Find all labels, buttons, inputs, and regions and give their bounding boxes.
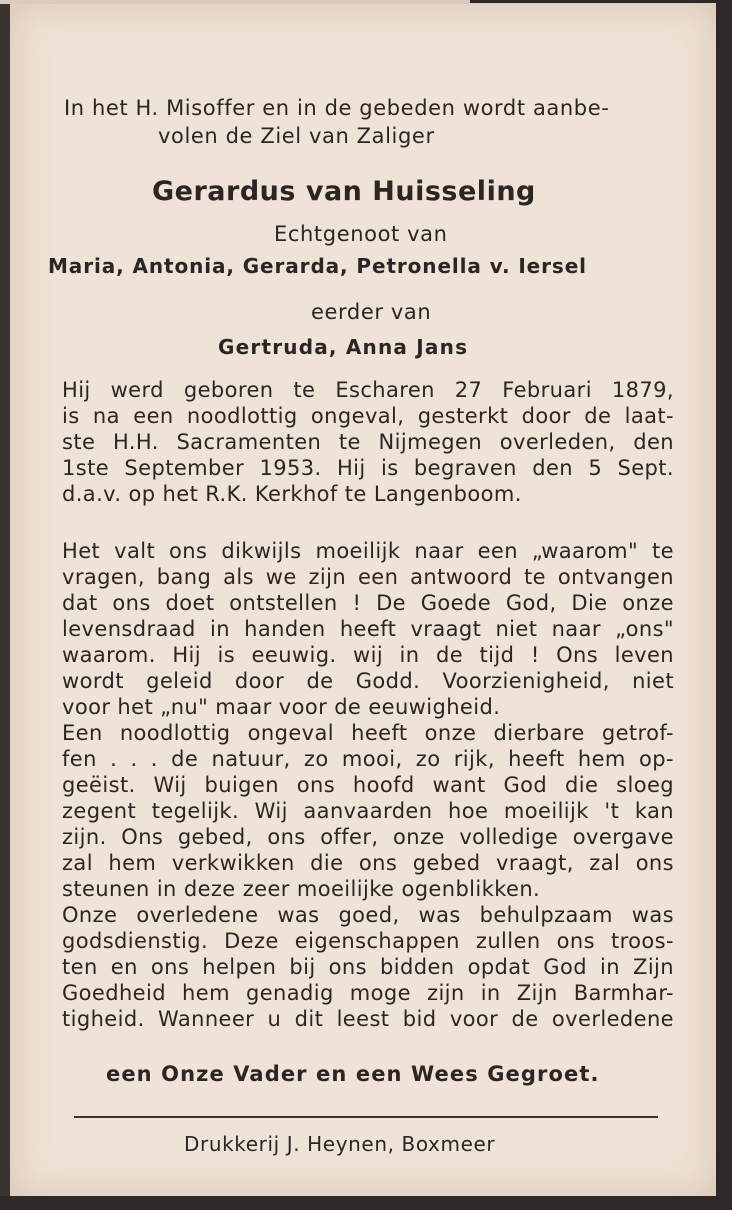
prayer-request: een Onze Vader en een Wees Gegroet. — [106, 1062, 600, 1086]
former-label: eerder van — [311, 300, 432, 324]
text-line: geëist. Wij buigen ons hoofd want God die sloeg — [62, 773, 674, 797]
bio-line: Hij werd geboren te Escharen 27 Februari 1879, — [62, 378, 674, 402]
card-top-edge — [470, 0, 720, 3]
intro-line-1: In het H. Misoffer en in de gebeden wordt aanbe- — [64, 96, 610, 120]
card-border-bottom — [0, 1196, 732, 1210]
card-border-left — [0, 0, 10, 1210]
bio-line: d.a.v. op het R.K. Kerkhof te Langenboom. — [62, 482, 522, 506]
printer-credit: Drukkerij J. Heynen, Boxmeer — [184, 1132, 496, 1156]
text-line: zal hem verkwikken die ons gebed vraagt, zal ons — [62, 851, 674, 875]
spouse-label: Echtgenoot van — [274, 222, 448, 246]
text-line: zegent tegelijk. Wij aanvaarden hoe moeilijk 't kan — [62, 799, 674, 823]
text-line: godsdienstig. Deze eigenschappen zullen ons troos- — [62, 929, 674, 953]
divider-rule — [74, 1116, 658, 1118]
text-line: steunen in deze zeer moeilijke ogenblikken. — [62, 877, 541, 901]
text-line: ten en ons helpen bij ons bidden opdat God in Zijn — [62, 955, 674, 979]
text-line: Onze overledene was goed, was behulpzaam was — [62, 903, 674, 927]
text-line: Een noodlottig ongeval heeft onze dierbare getrof- — [62, 721, 674, 745]
memorial-text — [62, 538, 674, 1032]
text-line: dat ons doet ontstellen ! De Goede God, Die onze — [62, 591, 674, 615]
text-line: fen . . . de natuur, zo mooi, zo rijk, heeft hem op- — [62, 747, 674, 771]
former-spouse: Gertruda, Anna Jans — [218, 335, 469, 359]
text-line: voor het „nu" maar voor de eeuwigheid. — [62, 695, 501, 719]
deceased-name: Gerardus van Huisseling — [152, 176, 536, 207]
bio-line: is na een noodlottig ongeval, gesterkt door de laat- — [62, 404, 674, 428]
card-border-right — [716, 0, 732, 1210]
text-line: wordt geleid door de Godd. Voorzienigheid, niet — [62, 669, 674, 693]
text-line: tigheid. Wanneer u dit leest bid voor de overledene — [62, 1007, 674, 1031]
intro-line-2: volen de Ziel van Zaliger — [158, 124, 435, 148]
bio-line: 1ste September 1953. Hij is begraven den 5 Sept. — [62, 456, 674, 480]
bio-line: ste H.H. Sacramenten te Nijmegen overleden, den — [62, 430, 674, 454]
biography — [62, 377, 674, 507]
text-line: Goedheid hem genadig moge zijn in Zijn Barmhar- — [62, 981, 674, 1005]
spouse-name: Maria, Antonia, Gerarda, Petronella v. Iersel — [48, 254, 587, 278]
text-line: vragen, bang als we zijn een antwoord te ontvangen — [62, 565, 674, 589]
text-line: waarom. Hij is eeuwig. wij in de tijd ! Ons leven — [62, 643, 674, 667]
text-line: Het valt ons dikwijls moeilijk naar een „waarom" te — [62, 539, 674, 563]
text-line: levensdraad in handen heeft vraagt niet naar „ons" — [62, 617, 674, 641]
text-line: zijn. Ons gebed, ons offer, onze volledige overgave — [62, 825, 674, 849]
